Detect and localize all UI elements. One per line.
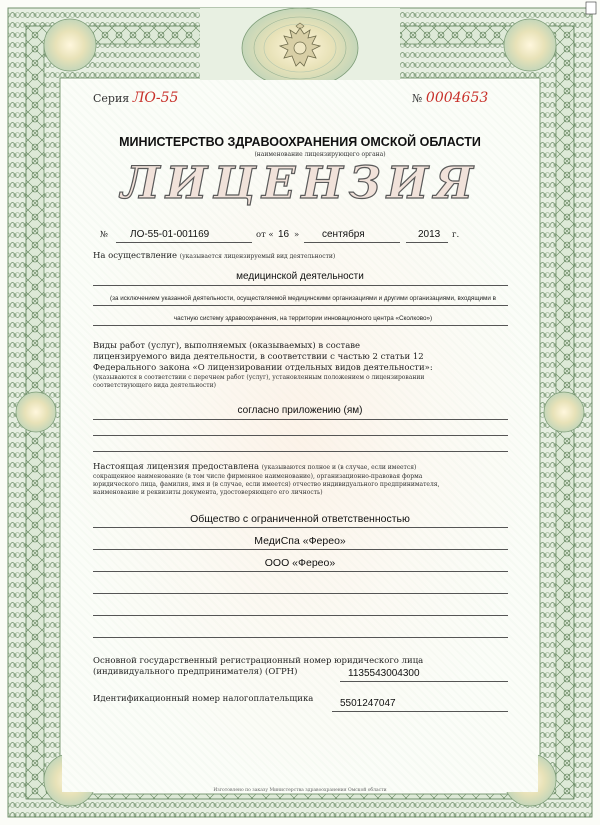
issuing-authority-caption: (наименование лицензирующего органа) [254,151,386,158]
license-no-label: № [100,230,109,240]
license-number-row [100,230,530,244]
works-line-3: Федерального закона «О лицензировании отдельных видов деятельности»: [93,363,433,373]
issuing-authority: МИНИСТЕРСТВО ЗДРАВООХРАНЕНИЯ ОМСКОЙ ОБЛАСТИ [119,135,481,149]
org-short-name: ООО «Ферео» [264,557,336,569]
license-year-suffix: г. [452,230,460,240]
footer-imprint: Изготовлено по заказу Министерства здравоохранения Омской области [213,788,387,793]
license-year: 2013 [418,229,441,240]
ogrn-label: Основной государственный регистрационный номер юридического лица (индивидуального предпринимателя) (ОГРН) [93,656,424,677]
activity-caption: (указывается лицензируемый вид деятельности) [179,253,336,260]
granted-label: Настоящая лицензия предоставлена [93,462,260,472]
license-day-close: » [294,230,300,240]
org-brand-name: МедиСпа «Ферео» [254,535,346,547]
series-label: Серия [93,92,130,105]
license-from-label: от « [256,230,274,240]
granted-caption-1: (указываются полное и (в случае, если имеется) [261,464,417,471]
document-title: ЛИЦЕНЗИЯ [120,158,480,209]
ogrn-value: 1135543004300 [348,668,420,679]
number-value: 0004653 [425,90,489,106]
activity-note-1: (за исключением указанной деятельности, осуществляемой медицинскими организациями и другими организациями, входящими в [110,295,496,302]
works-block [93,341,513,374]
works-caption: (указываются в соответствии с перечнем работ (услуг), установленным положением о лицензировании соответствующего вида деятельности) [93,374,425,389]
granted-label-row [93,462,416,472]
activity-label: На осуществление (указывается лицензируемый вид деятельности) [93,251,336,261]
number-label: № [412,92,423,105]
activity-note-2: частную систему здравоохранения, на территории инновационного центра «Сколково») [173,315,433,322]
license-no-value: ЛО-55-01-001169 [130,229,210,240]
series-value: ЛО-55 [132,90,179,106]
inn-value: 5501247047 [340,698,396,709]
works-line-1: Виды работ (услуг), выполняемых (оказываемых) в составе [93,341,361,351]
works-line-2: лицензируемого вида деятельности, в соответствии с частью 2 статьи 12 [93,352,424,362]
series-row [93,90,178,106]
license-month: сентября [322,229,365,240]
granted-caption: сокращенное наименование (в том числе фирменное наименование), организационно-правовая форма юридического лица, фамилия, имя и (в случае, если имеется) отчество индивидуального предпринимателя, наименование и реквизиты документа, удостоверяющего его личность) [93,473,440,496]
works-value: согласно приложению (ям) [237,405,363,416]
coat-of-arms-icon [274,22,326,74]
number-row [412,90,488,106]
org-full-name: Общество с ограниченной ответственностью [190,513,410,525]
license-day: 16 [278,229,290,240]
inn-label: Идентификационный номер налогоплательщика [93,694,314,704]
activity-value: медицинской деятельности [236,271,364,282]
